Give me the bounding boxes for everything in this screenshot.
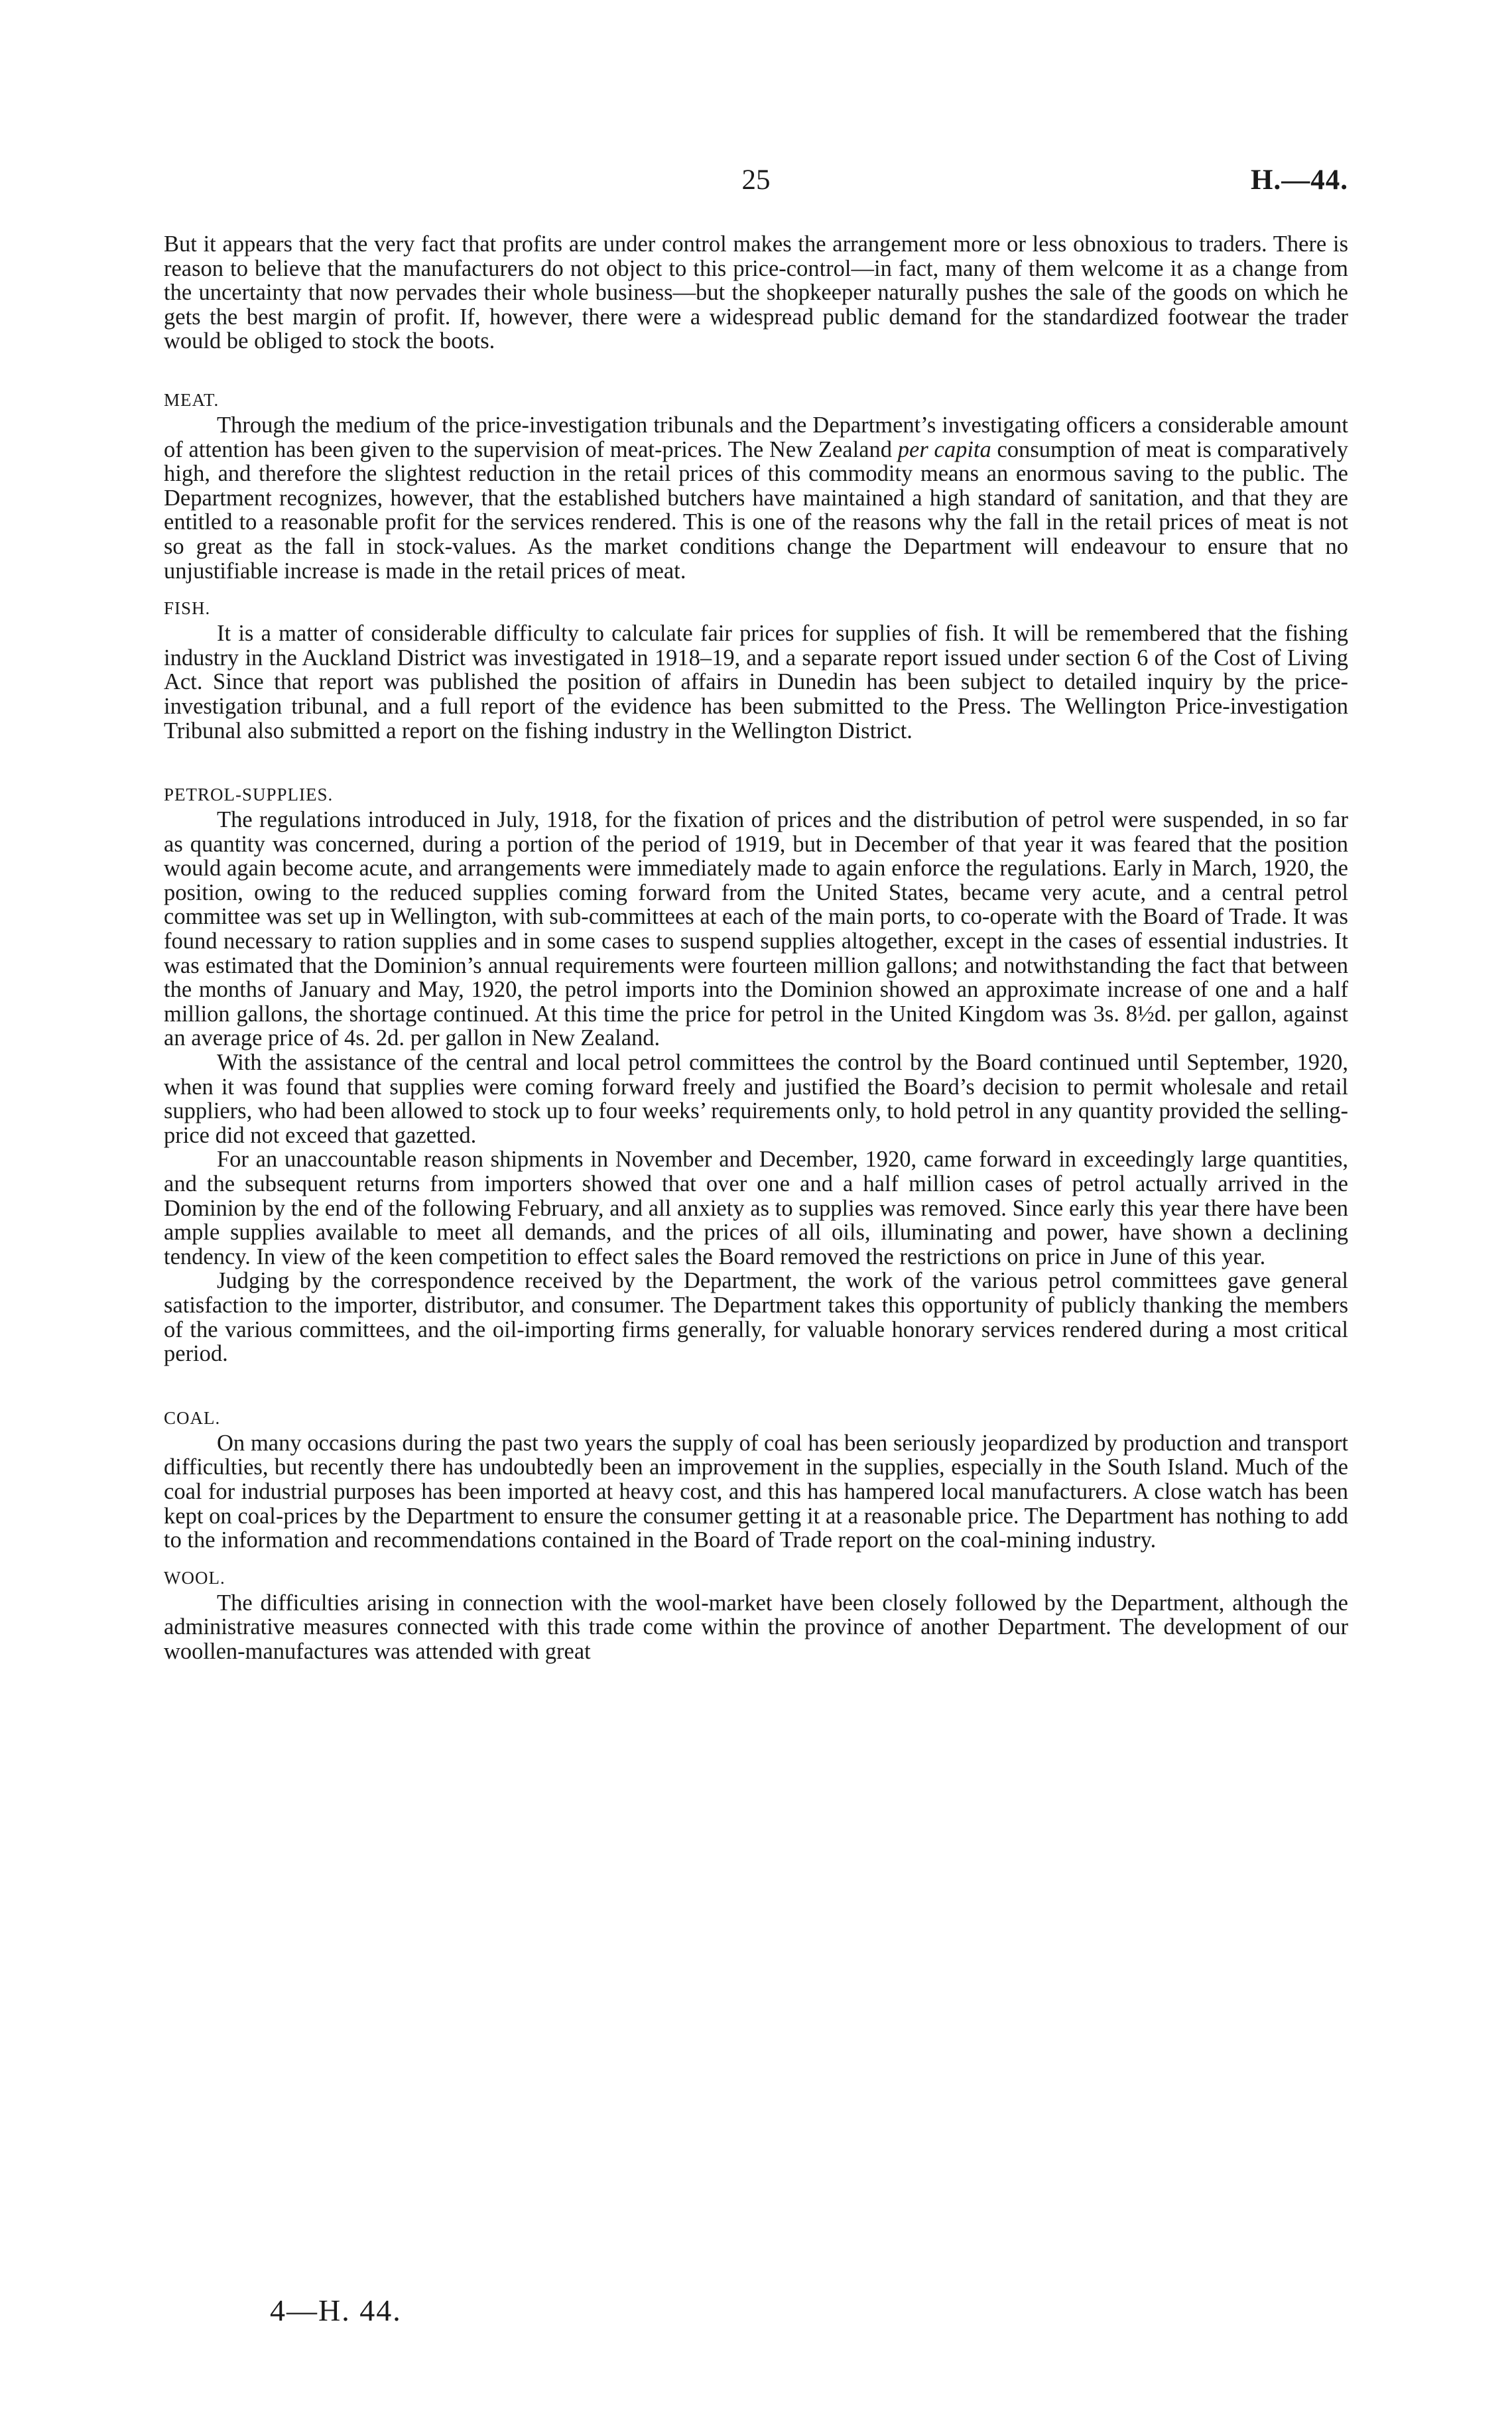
petrol-paragraph-3: For an unaccountable reason shipments in November and December, 1920, came forward in exceedingly large quantities, and the subsequent returns from importers showed that over one and a half million cases of petrol actually arrived in the Dominion by the end of the following February, and all anxiety as to supplies was removed. Since early this year there have been ample supplies available to meet all demands, and the prices of all oils, illuminating and power, have shown a declining tendency. In view of the keen competition to effect sales the Board removed the restrictions on price in June of this year.	[164, 1147, 1348, 1269]
page-number: 25	[741, 164, 771, 196]
wool-heading: WOOL.	[164, 1567, 225, 1588]
meat-paragraph-part-b: consumption of meat is comparatively high, and therefore the slightest reduction in the retail prices of this commodity means an enormous saving to the public. The Department recognizes, however, that the established butchers have maintained a high standard of sanitation, and that they are entitled to a reasonable profit for the services rendered. This is one of the reasons why the fall in the retail prices of meat is not so great as the fall in stock-values. As the market conditions change the Department will endeavour to ensure that no unjustifiable increase is made in the retail prices of meat.	[164, 436, 1348, 584]
petrol-heading: PETROL-SUPPLIES.	[164, 785, 334, 805]
meat-paragraph-part-a: Through the medium of the price-investigation tribunals and the Department’s investigating officers a considerable amount of attention has been given to the supervision of meat-prices. The New Zealand	[164, 412, 1348, 462]
coal-heading: COAL.	[164, 1407, 221, 1428]
coal-paragraph: On many occasions during the past two years the supply of coal has been seriously jeopardized by production and transport difficulties, but recently there has undoubtedly been an improvement in the supplies, especially in the South Island. Much of the coal for industrial purposes has been imported at heavy cost, and this has hampered local manufacturers. A close watch has been kept on coal-prices by the Department to ensure the consumer getting it at a reasonable price. The Department has nothing to add to the information and recommendations contained in the Board of Trade report on the coal-mining industry.	[164, 1430, 1348, 1553]
signature-mark: 4—H. 44.	[270, 2293, 402, 2327]
intro-paragraph: But it appears that the very fact that profits are under control makes the arrangement more or less obnoxious to traders. There is reason to believe that the manufacturers do not object to this price-control—in fact, many of them welcome it as a change from the uncertainty that now pervades their whole business—but the shopkeeper naturally pushes the sale of the goods on which he gets the best margin of profit. If, however, there were a widespread public demand for the standardized footwear the trader would be obliged to stock the boots.	[164, 231, 1348, 354]
petrol-paragraph-1: The regulations introduced in July, 1918, for the fixation of prices and the distribution of petrol were suspended, in so far as quantity was concerned, during a portion of the period of 1919, but in December of that year it was feared that the position would again become acute, and arrangements were immediately made to again enforce the regulations. Early in March, 1920, the position, owing to the reduced supplies coming forward from the United States, became very acute, and a central petrol committee was set up in Wellington, with sub-committees at each of the main ports, to co-operate with the Board of Trade. It was found necessary to ration supplies and in some cases to suspend supplies altogether, except in the cases of essential industries. It was estimated that the Dominion’s annual requirements were fourteen million gallons; and notwithstanding the fact that between the months of January and May, 1920, the petrol imports into the Dominion showed an approximate increase of one and a half million gallons, the shortage continued. At this time the price for petrol in the United Kingdom was 3s. 8½d. per gallon, against an average price of 4s. 2d. per gallon in New Zealand.	[164, 807, 1348, 1051]
meat-paragraph	[164, 413, 1348, 583]
petrol-paragraph-2: With the assistance of the central and local petrol committees the control by the Board continued until September, 1920, when it was found that supplies were coming forward freely and justified the Board’s decision to permit wholesale and retail suppliers, who had been allowed to stock up to four weeks’ requirements only, to hold petrol in any quantity provided the selling-price did not exceed that gazetted.	[164, 1050, 1348, 1148]
fish-heading: FISH.	[164, 598, 211, 619]
petrol-paragraph-4: Judging by the correspondence received by the Department, the work of the various petrol committees gave general satisfaction to the importer, distributor, and consumer. The Department takes this opportunity of publicly thanking the members of the various committees, and the oil-importing firms generally, for valuable honorary services rendered during a most critical period.	[164, 1268, 1348, 1367]
meat-paragraph-italic: per capita	[897, 436, 991, 462]
document-page	[164, 0, 1348, 2436]
body-text	[164, 232, 1348, 1664]
wool-paragraph: The difficulties arising in connection with the wool-market have been closely followed by the Department, although the administrative measures connected with this trade come within the province of another Department. The development of our woollen-manufactures was attended with great	[164, 1590, 1348, 1664]
fish-paragraph: It is a matter of considerable difficulty to calculate fair prices for supplies of fish. It will be remembered that the fishing industry in the Auckland District was investigated in 1918–19, and a separate report issued under section 6 of the Cost of Living Act. Since that report was published the position of affairs in Dunedin has been subject to detailed inquiry by the price-investigation tribunal, and a full report of the evidence has been submitted to the Press. The Wellington Price-investigation Tribunal also submitted a report on the fishing industry in the Wellington District.	[164, 621, 1348, 743]
page-header	[164, 160, 1348, 200]
document-reference: H.—44.	[1251, 164, 1348, 196]
meat-heading: MEAT.	[164, 389, 220, 410]
